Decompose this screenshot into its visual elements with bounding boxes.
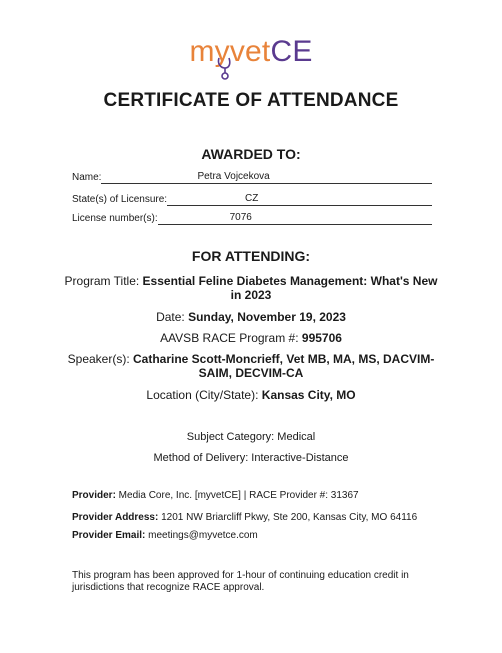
approval-note: This program has been approved for 1-hour of continuing education credit in jurisdictions that recognize RACE approval. — [72, 570, 409, 593]
date-label: Date: — [156, 310, 189, 324]
date-value: Sunday, November 19, 2023 — [188, 310, 346, 324]
license-line-left — [158, 213, 230, 225]
state-line-left — [167, 194, 245, 206]
program-title-value: Essential Feline Diabetes Management: What's New in 2023 — [142, 274, 438, 302]
program-title — [60, 274, 442, 302]
license-field — [72, 212, 432, 225]
location-label: Location (City/State): — [146, 388, 262, 402]
race-label: AAVSB RACE Program #: — [160, 331, 302, 345]
license-line-right — [252, 213, 432, 225]
provider-email-line — [72, 530, 258, 542]
logo-ce: CE — [270, 35, 313, 68]
speakers — [60, 352, 442, 380]
provider-label: Provider: — [72, 490, 116, 501]
state-label: State(s) of Licensure: — [72, 194, 168, 205]
program-title-label: Program Title: — [64, 274, 143, 288]
myvetce-logo — [0, 36, 502, 68]
subject-category: Subject Category: Medical — [186, 431, 316, 443]
speaker-label: Speaker(s): — [67, 352, 133, 366]
speaker-value: Catharine Scott-Moncrieff, Vet MB, MA, MS, DACVIM-SAIM, DECVIM-CA — [133, 352, 435, 380]
name-field — [72, 171, 432, 184]
location-value: Kansas City, MO — [261, 388, 356, 402]
license-value: 7076 — [229, 212, 252, 223]
program-date — [60, 310, 442, 324]
state-field — [72, 193, 432, 206]
location — [60, 388, 442, 402]
delivery-method: Method of Delivery: Interactive-Distance — [153, 452, 349, 464]
state-line-right — [258, 194, 432, 206]
license-label: License number(s): — [72, 213, 158, 224]
name-line-left — [101, 172, 197, 184]
logo-my: my — [189, 35, 230, 68]
certificate-title: CERTIFICATE OF ATTENDANCE — [103, 90, 399, 111]
stethoscope-icon — [215, 56, 237, 80]
provider-address-label: Provider Address: — [72, 512, 159, 523]
provider-line — [72, 490, 359, 502]
awarded-heading: AWARDED TO: — [201, 146, 301, 162]
provider-email-value: meetings@myvetce.com — [145, 530, 258, 541]
race-value: 995706 — [301, 331, 342, 345]
provider-email-label: Provider Email: — [72, 530, 146, 541]
provider-value: Media Core, Inc. [myvetCE] | RACE Provider #: 31367 — [115, 490, 359, 501]
provider-address-value: 1201 NW Briarcliff Pkwy, Ste 200, Kansas City, MO 64116 — [158, 512, 418, 523]
provider-address-line — [72, 512, 417, 524]
name-label: Name: — [72, 172, 102, 183]
state-value: CZ — [245, 193, 259, 204]
name-line-right — [270, 172, 432, 184]
name-value: Petra Vojcekova — [197, 171, 270, 182]
race-program — [60, 331, 442, 345]
attending-heading: FOR ATTENDING: — [191, 248, 311, 264]
logo-vet: vet — [229, 35, 271, 68]
